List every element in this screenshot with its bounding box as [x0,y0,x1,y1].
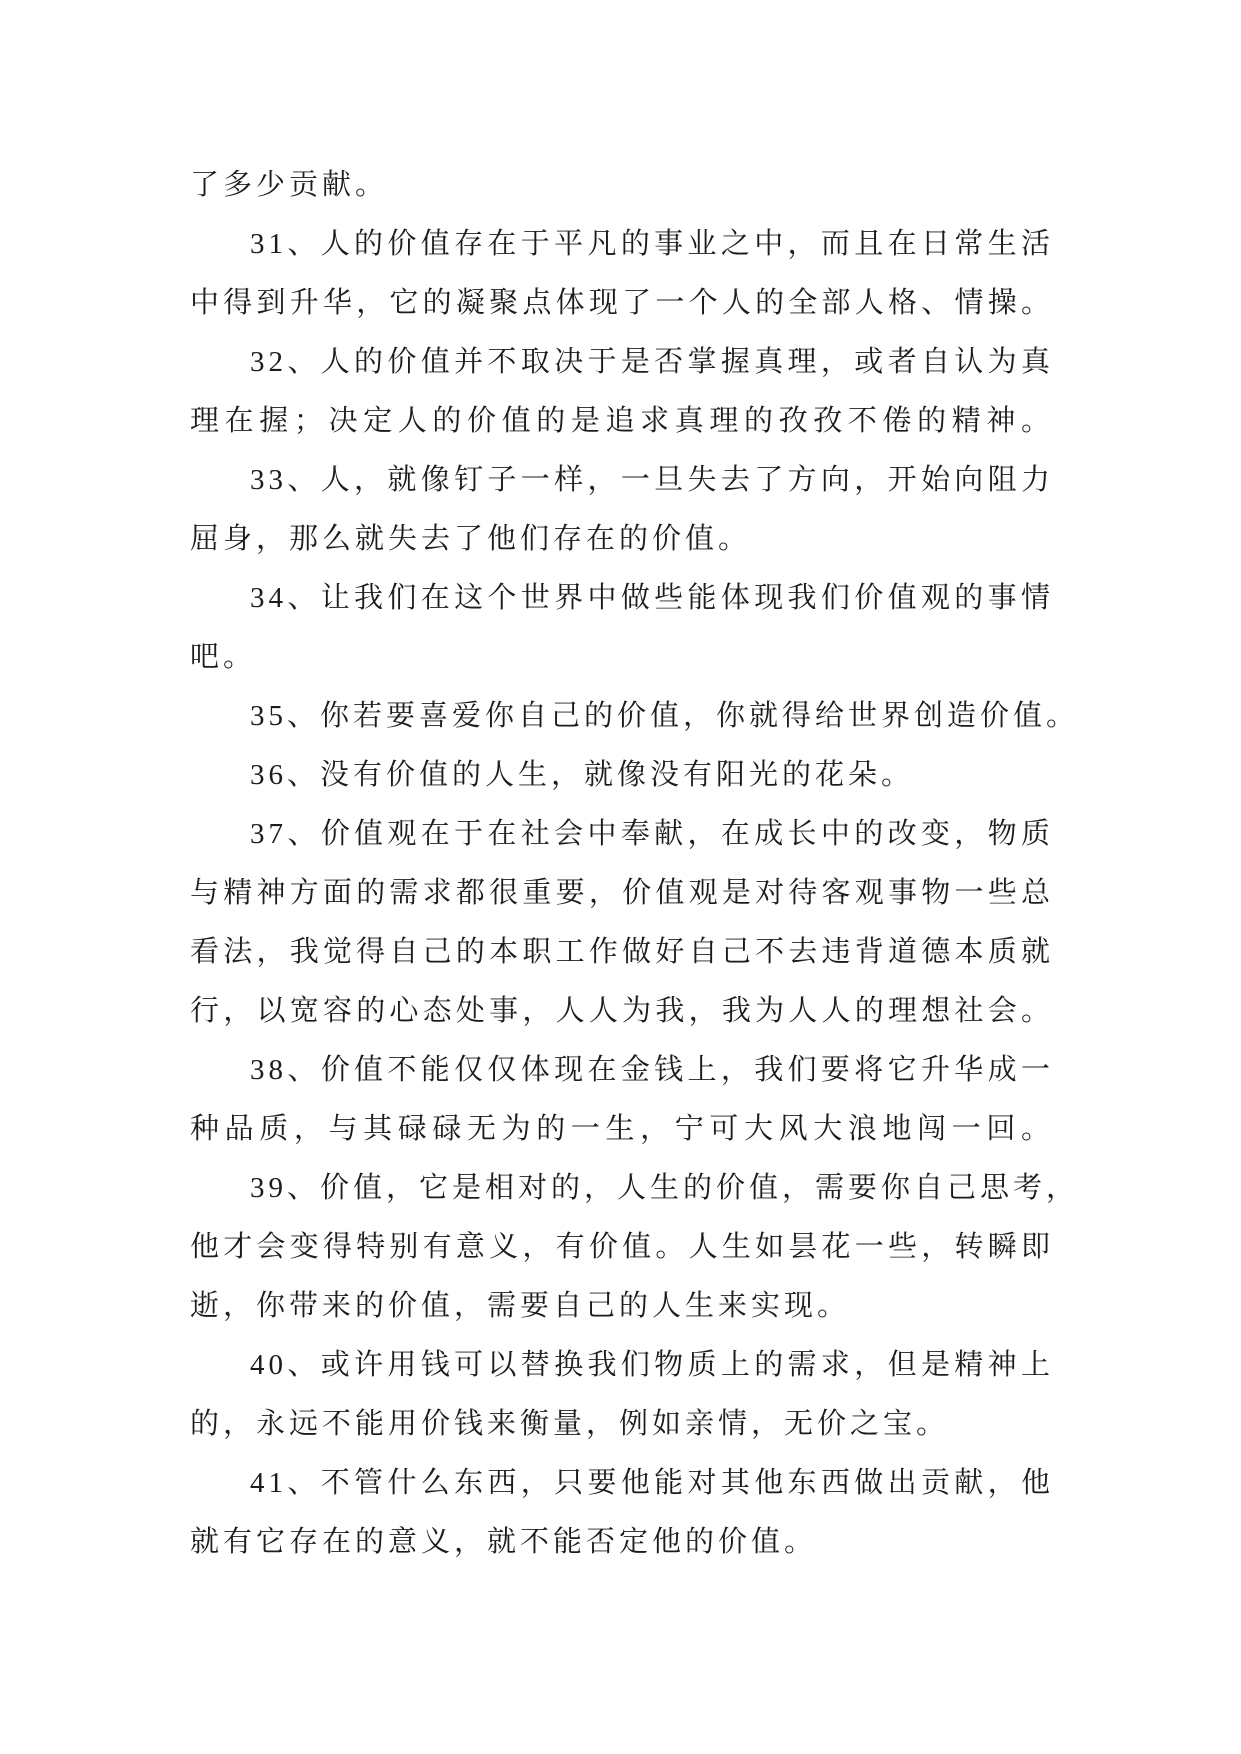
paragraph-39 [190,1159,1080,1336]
paragraph-line: 37、价值观在于在社会中奉献，在成长中的改变，物质 [250,818,1054,850]
paragraph-line: 36、没有价值的人生，就像没有阳光的花朵。 [250,759,915,791]
paragraph-34 [190,569,1054,687]
paragraph-line: 33、人，就像钉子一样，一旦失去了方向，开始向阻力 [250,464,1054,496]
paragraph-line: 看法，我觉得自己的本职工作做好自己不去违背道德本质就 [190,936,1054,968]
paragraph-line: 31、人的价值存在于平凡的事业之中，而且在日常生活 [250,228,1054,260]
paragraph-line: 种品质，与其碌碌无为的一生，宁可大风大浪地闯一回。 [190,1113,1054,1145]
paragraph-line: 与精神方面的需求都很重要，价值观是对待客观事物一些总 [190,877,1054,909]
paragraph-36 [190,746,1054,805]
paragraph-line: 35、你若要喜爱你自己的价值，你就得给世界创造价值。 [250,700,1080,732]
paragraph-35 [190,687,1080,746]
paragraph-37 [190,805,1054,1041]
paragraph-38 [190,1041,1054,1159]
paragraph-33 [190,451,1054,569]
paragraph-line: 38、价值不能仅仅体现在金钱上，我们要将它升华成一 [250,1054,1054,1086]
paragraph-line: 行，以宽容的心态处事，人人为我，我为人人的理想社会。 [190,995,1054,1027]
paragraph-line: 39、价值，它是相对的，人生的价值，需要你自己思考， [250,1172,1080,1204]
paragraph-line: 40、或许用钱可以替换我们物质上的需求，但是精神上 [250,1349,1054,1381]
paragraph-line: 屈身，那么就失去了他们存在的价值。 [190,523,752,555]
paragraph-line: 他才会变得特别有意义，有价值。人生如昙花一些，转瞬即 [190,1231,1054,1263]
paragraph-line: 32、人的价值并不取决于是否掌握真理，或者自认为真 [250,346,1054,378]
paragraph-line: 41、不管什么东西，只要他能对其他东西做出贡献，他 [250,1467,1054,1499]
paragraph-40 [190,1336,1054,1454]
document-body [190,156,1080,1572]
paragraph-line: 理在握；决定人的价值的是追求真理的孜孜不倦的精神。 [190,405,1054,437]
paragraph-31 [190,215,1054,333]
paragraph-line: 34、让我们在这个世界中做些能体现我们价值观的事情 [250,582,1054,614]
paragraph-32 [190,333,1054,451]
paragraph-line: 的，永远不能用价钱来衡量，例如亲情，无价之宝。 [190,1408,950,1440]
paragraph-line: 就有它存在的意义，就不能否定他的价值。 [190,1526,818,1558]
paragraph-line: 中得到升华，它的凝聚点体现了一个人的全部人格、情操。 [190,287,1054,319]
paragraph-line: 吧。 [190,641,257,673]
paragraph-line: 逝，你带来的价值，需要自己的人生来实现。 [190,1290,851,1322]
continuation-line: 了多少贡献。 [190,169,389,201]
paragraph-41 [190,1454,1054,1572]
